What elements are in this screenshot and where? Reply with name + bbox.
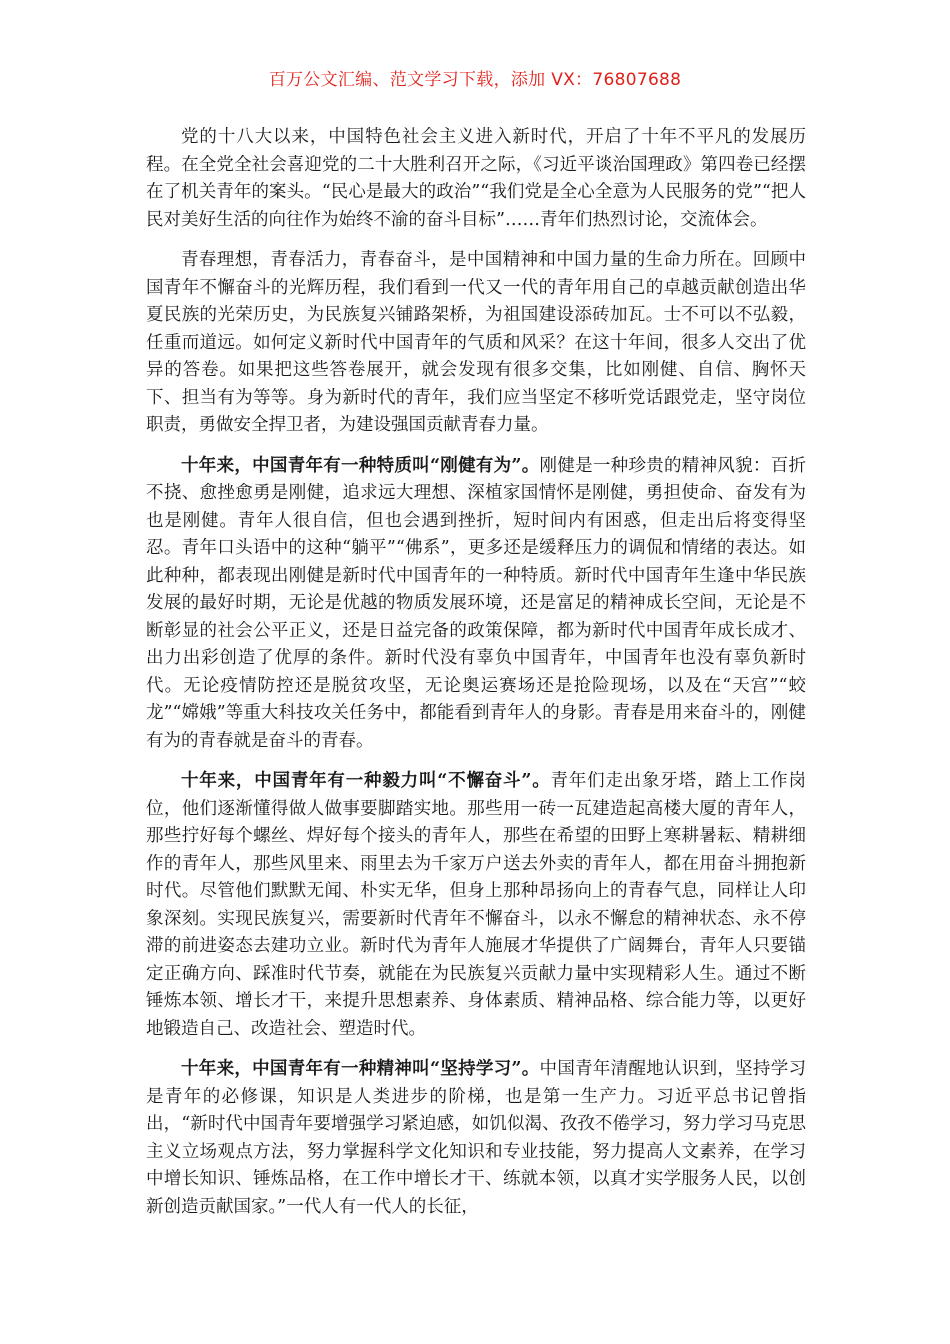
- paragraph-3: [146, 453, 806, 756]
- paragraph-text: 青春理想，青春活力，青春奋斗，是中国精神和中国力量的生命力所在。回顾中国青年不懈奋斗的光辉历程，我们看到一代又一代的青年用自己的卓越贡献创造出华夏民族的光荣历史，为民族复兴铺路架桥，为祖国建设添砖加瓦。士不可以不弘毅，任重而道远。如何定义新时代中国青年的气质和风采？在这十年间，很多人交出了优异的答卷。如果把这些答卷展开，就会发现有很多交集，比如刚健、自信、胸怀天下、担当有为等等。身为新时代的青年，我们应当坚定不移听党话跟党走，坚守岗位职责，勇做安全捍卫者，为建设强国贡献青春力量。: [146, 250, 806, 435]
- paragraph-2: [146, 247, 806, 440]
- paragraph-text: 党的十八大以来，中国特色社会主义进入新时代，开启了十年不平凡的发展历程。在全党全社会喜迎党的二十大胜利召开之际，《习近平谈治国理政》第四卷已经摆在了机关青年的案头。“民心是最大的政治”“我们党是全心全意为人民服务的党”“把人民对美好生活的向往作为始终不渝的奋斗目标”……青年们热烈讨论，交流体会。: [146, 127, 806, 230]
- paragraph-1: [146, 124, 806, 234]
- paragraph-text: 中国青年清醒地认识到，坚持学习是青年的必修课，知识是人类进步的阶梯，也是第一生产力。习近平总书记曾指出，“新时代中国青年要增强学习紧迫感，如饥似渴、孜孜不倦学习，努力学习马克思主义立场观点方法，努力掌握科学文化知识和专业技能，努力提高人文素养，在学习中增长知识、锤炼品格，在工作中增长才干、练就本领，以真才实学服务人民，以创新创造贡献国家。”一代人有一代人的长征，: [146, 1059, 806, 1217]
- paragraph-5: [146, 1056, 806, 1221]
- document-body: [146, 124, 806, 1221]
- paragraph-lead: 十年来，中国青年有一种毅力叫“不懈奋斗”。: [181, 771, 551, 791]
- paragraph-lead: 十年来，中国青年有一种精神叫“坚持学习”。: [181, 1059, 540, 1079]
- paragraph-lead: 十年来，中国青年有一种特质叫“刚健有为”。: [181, 455, 540, 476]
- paragraph-text: 青年们走出象牙塔，踏上工作岗位，他们逐渐懂得做人做事要脚踏实地。那些用一砖一瓦建造起高楼大厦的青年人，那些拧好每个螺丝、焊好每个接头的青年人，那些在希望的田野上寒耕暑耘、精耕细作的青年人，那些风里来、雨里去为千家万户送去外卖的青年人，都在用奋斗拥抱新时代。尽管他们默默无闻、朴实无华，但身上那种昂扬向上的青春气息，同样让人印象深刻。实现民族复兴，需要新时代青年不懈奋斗，以永不懈怠的精神状态、永不停滞的前进姿态去建功立业。新时代为青年人施展才华提供了广阔舞台，青年人只要锚定正确方向、踩准时代节奏，就能在为民族复兴贡献力量中实现精彩人生。通过不断锤炼本领、增长才干，来提升思想素养、身体素质、精神品格、综合能力等，以更好地锻造自己、改造社会、塑造时代。: [146, 771, 806, 1039]
- paragraph-4: [146, 768, 806, 1043]
- paragraph-text: 刚健是一种珍贵的精神风貌：百折不挠、愈挫愈勇是刚健，追求远大理想、深植家国情怀是刚健，勇担使命、奋发有为也是刚健。青年人很自信，但也会遇到挫折，短时间内有困惑，但走出后将变得坚忍。青年口头语中的这种“躺平”“佛系”，更多还是缓释压力的调侃和情绪的表达。如此种种，都表现出刚健是新时代中国青年的一种特质。新时代中国青年生逢中华民族发展的最好时期，无论是优越的物质发展环境，还是富足的精神成长空间，无论是不断彰显的社会公平正义，还是日益完备的政策保障，都为新时代中国青年成长成才、出力出彩创造了优厚的条件。新时代没有辜负中国青年，中国青年也没有辜负新时代。无论疫情防控还是脱贫攻坚，无论奥运赛场还是抢险现场，以及在“天宫”“蛟龙”“嫦娥”等重大科技攻关任务中，都能看到青年人的身影。青春是用来奋斗的，刚健有为的青春就是奋斗的青春。: [146, 455, 806, 751]
- page-header-banner: 百万公文汇编、范文学习下载，添加 VX：76807688: [268, 70, 682, 90]
